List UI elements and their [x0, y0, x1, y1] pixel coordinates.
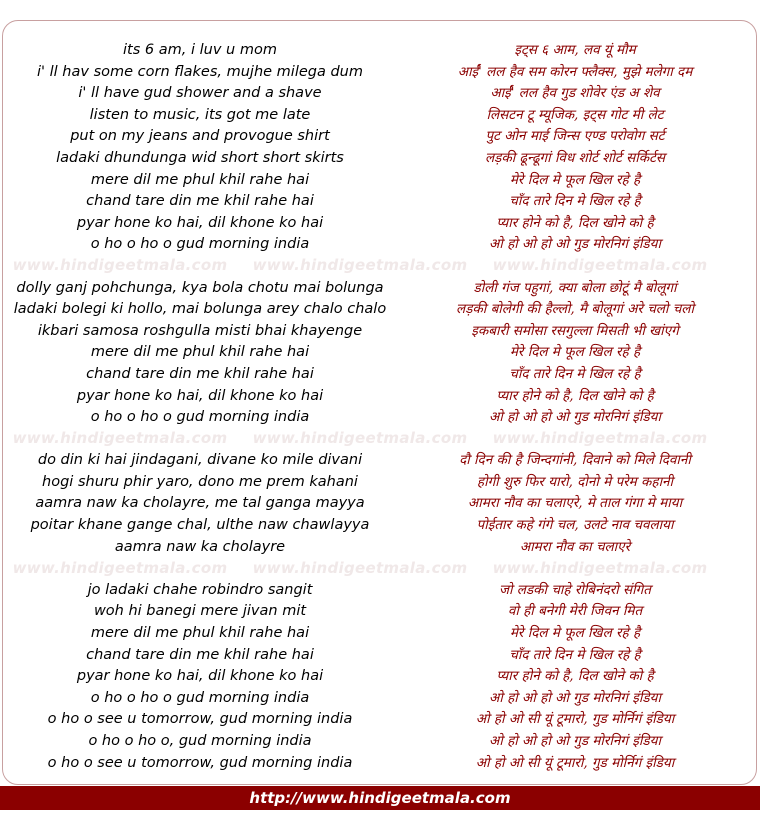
english-lyric-line: aamra naw ka cholayre	[114, 538, 286, 555]
english-lyric-line: mere dil me phul khil rahe hai	[90, 171, 310, 188]
english-lyric-line: mere dil me phul khil rahe hai	[90, 625, 310, 642]
hindi-lyric-line: चाँद तारे दिन मे खिल रहे है	[509, 365, 641, 382]
hindi-lyric-line: ओ हो ओ हो ओ गुड मोरनिगं इंडिया	[489, 409, 661, 426]
hindi-lyric-line: आईं' लल हैव सम कोरन फ्लैक्स, मुझे मलेगा दम	[457, 63, 693, 80]
english-lyric-line: woh hi banegi mere jivan mit	[93, 603, 307, 620]
english-lyric-line: pyar hone ko hai, dil khone ko hai	[76, 214, 324, 231]
watermark-text: www.hindigeetmala.com	[492, 429, 708, 447]
stanza-gap	[375, 558, 760, 580]
hindi-lyric-line: मेरे दिल मे फूल खिल रहे है	[509, 171, 641, 188]
english-lyric-line: put on my jeans and provogue shirt	[70, 128, 330, 145]
english-lyric-line: hogi shuru phir yaro, dono me prem kahani	[42, 473, 358, 490]
hindi-lyric-line: ओ हो ओ हो ओ गुड मोरनिगं इंडिया	[489, 689, 661, 706]
english-lyric-line: jo ladaki chahe robindro sangit	[87, 581, 313, 598]
english-lyric-line: o ho o ho o gud morning india	[90, 409, 310, 426]
hindi-lyric-line: लिसटन टू म्यूजिक, इट्स गोट मी लेट	[486, 106, 664, 123]
english-lyric-line: pyar hone ko hai, dil khone ko hai	[76, 387, 324, 404]
watermark-text: www.hindigeetmala.com	[252, 256, 468, 274]
english-lyric-line: dolly ganj pohchunga, kya bola chotu mai bolunga	[16, 279, 384, 296]
hindi-lyric-line: चाँद तारे दिन मे खिल रहे है	[509, 193, 641, 210]
hindi-lyric-line: आईं' लल हैव गुड शोवेर एंड अ शेव	[490, 85, 660, 102]
hindi-lyric-line: आमरा नौव का चलाएरे, मे ताल गंगा मे माया	[467, 495, 683, 512]
english-lyric-line: ikbari samosa roshgulla misti bhai khayenge	[37, 322, 363, 339]
english-lyric-line: pyar hone ko hai, dil khone ko hai	[76, 668, 324, 685]
hindi-lyric-line: आमरा नौव का चलाएरे	[519, 538, 631, 555]
english-lyric-line: poitar khane gange chal, ulthe naw chawlayya	[30, 517, 370, 534]
stanza-gap	[0, 256, 400, 278]
stanza-gap	[375, 256, 760, 278]
hindi-lyric-line: ओ हो ओ हो ओ गुड मोरनिगं इंडिया	[489, 236, 661, 253]
english-lyric-line: listen to music, its got me late	[89, 106, 311, 123]
hindi-lyric-line: वो ही बनेगी मेरी जिवन मित	[507, 603, 643, 620]
hindi-lyric-line: प्यार होने को है, दिल खोने को है	[496, 668, 654, 685]
hindi-lyric-line: दौ दिन की है जिन्दगांनी, दिवाने को मिले दिवानी	[459, 452, 691, 469]
hindi-lyric-line: पुट ओन माई जिन्स एण्ड परोवोग सर्ट	[485, 128, 665, 145]
hindi-lyric-line: पोईतार कहे गंगे चल, उलटे नाव चवलाया	[476, 517, 674, 534]
english-lyric-line: aamra naw ka cholayre, me tal ganga mayya	[35, 495, 365, 512]
hindi-lyric-line: मेरे दिल मे फूल खिल रहे है	[509, 344, 641, 361]
english-lyric-line: chand tare din me khil rahe hai	[86, 646, 314, 663]
hindi-lyric-line: डोली गंज पहुगां, क्या बोला छोटूं मै बोलूगां	[473, 279, 677, 296]
watermark-text: www.hindigeetmala.com	[252, 429, 468, 447]
english-lyrics-column	[0, 40, 400, 774]
site-url-link[interactable]: http://www.hindigeetmala.com	[249, 789, 511, 807]
stanza-gap	[0, 558, 400, 580]
english-lyric-line: o ho o see u tomorrow, gud morning india	[47, 754, 353, 771]
english-lyric-line: o ho o ho o, gud morning india	[88, 733, 312, 749]
watermark-text: www.hindigeetmala.com	[12, 429, 228, 447]
hindi-lyric-line: इट्स ६ आम, लव यूं मौम	[514, 42, 636, 58]
stanza-gap	[375, 429, 760, 451]
hindi-lyric-line: ओ हो ओ सी यूं टूमारो, गुड मोर्निगं इंडिया	[475, 711, 675, 728]
english-lyric-line: its 6 am, i luv u mom	[123, 42, 277, 58]
hindi-lyric-line: प्यार होने को है, दिल खोने को है	[496, 387, 654, 404]
english-lyric-line: o ho o see u tomorrow, gud morning india	[47, 711, 353, 728]
stanza-gap	[0, 429, 400, 451]
hindi-lyric-line: होगी शुरु फिर यारो, दोनो मे परेम कहानी	[476, 473, 674, 490]
english-lyric-line: ladaki dhundunga wid short short skirts	[56, 149, 344, 166]
hindi-lyric-line: जो लडकी चाहे रोबिनंदरो संगित	[499, 581, 651, 598]
hindi-lyric-line: चाँद तारे दिन मे खिल रहे है	[509, 646, 641, 663]
hindi-lyric-line: लड़की बोलेगी की हैल्लो, मै बोलूगां अरे चलो चलो	[456, 301, 694, 318]
hindi-lyric-line: मेरे दिल मे फूल खिल रहे है	[509, 625, 641, 642]
english-lyric-line: chand tare din me khil rahe hai	[86, 365, 314, 382]
hindi-lyric-line: इकबारी समोसा रसगुल्ला मिसती भी खांएगे	[471, 322, 679, 339]
english-lyric-line: o ho o ho o gud morning india	[90, 236, 310, 253]
hindi-lyric-line: ओ हो ओ सी यूं टूमारो, गुड मोर्निगं इंडिया	[475, 754, 675, 771]
hindi-lyrics-column	[375, 40, 760, 774]
hindi-lyric-line: प्यार होने को है, दिल खोने को है	[496, 214, 654, 231]
watermark-text: www.hindigeetmala.com	[252, 559, 468, 577]
watermark-text: www.hindigeetmala.com	[492, 559, 708, 577]
english-lyric-line: o ho o ho o gud morning india	[90, 689, 310, 706]
hindi-lyric-line: ओ हो ओ हो ओ गुड मोरनिगं इंडिया	[489, 733, 661, 749]
watermark-text: www.hindigeetmala.com	[12, 559, 228, 577]
english-lyric-line: mere dil me phul khil rahe hai	[90, 344, 310, 361]
english-lyric-line: do din ki hai jindagani, divane ko mile divani	[37, 452, 363, 469]
english-lyric-line: chand tare din me khil rahe hai	[86, 193, 314, 210]
english-lyric-line: i' ll hav some corn flakes, mujhe milega dum	[37, 63, 363, 80]
watermark-text: www.hindigeetmala.com	[492, 256, 708, 274]
watermark-text: www.hindigeetmala.com	[12, 256, 228, 274]
english-lyric-line: i' ll have gud shower and a shave	[78, 85, 322, 102]
english-lyric-line: ladaki bolegi ki hollo, mai bolunga arey chalo chalo	[13, 301, 387, 318]
hindi-lyric-line: लड़की ढून्ढूगां विध शोर्ट शोर्ट सर्किर्टस	[484, 149, 665, 166]
footer-bar	[0, 786, 760, 810]
